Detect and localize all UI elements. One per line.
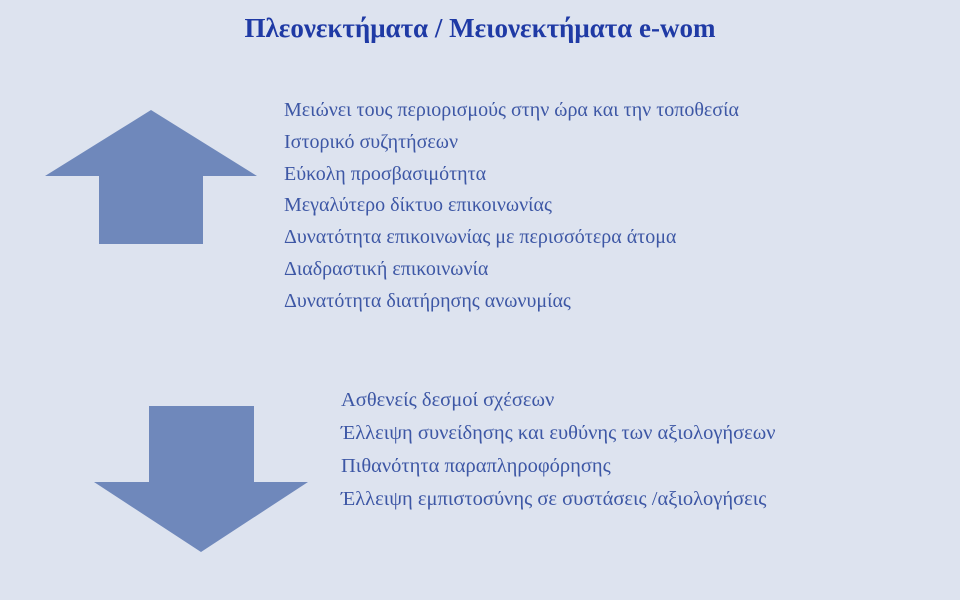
arrow-down-icon xyxy=(94,406,308,552)
arrow-up-icon xyxy=(45,110,257,244)
advantage-item: Ιστορικό συζητήσεων xyxy=(284,130,459,153)
advantage-item: Εύκολη προσβασιμότητα xyxy=(284,162,487,185)
advantage-item: Δυνατότητα επικοινωνίας με περισσότερα άτομα xyxy=(284,226,677,249)
disadvantage-item: Πιθανότητα παραπληροφόρησης xyxy=(341,455,611,477)
slide-title: Πλεονεκτήματα / Μειονεκτήματα e-wom xyxy=(244,13,716,43)
disadvantages-list xyxy=(341,384,776,516)
disadvantage-item: Έλλειψη εμπιστοσύνης σε συστάσεις /αξιολογήσεις xyxy=(341,488,767,510)
disadvantage-item: Έλλειψη συνείδησης και ευθύνης των αξιολογήσεων xyxy=(341,422,776,444)
advantages-list xyxy=(284,95,739,318)
advantage-item: Μειώνει τους περιορισμούς στην ώρα και την τοποθεσία xyxy=(284,99,739,121)
advantage-item: Δυνατότητα διατήρησης ανωνυμίας xyxy=(284,289,571,312)
disadvantage-item: Ασθενείς δεσμοί σχέσεων xyxy=(341,389,555,411)
advantage-item: Μεγαλύτερο δίκτυο επικοινωνίας xyxy=(284,194,552,217)
advantage-item: Διαδραστική επικοινωνία xyxy=(284,257,489,280)
